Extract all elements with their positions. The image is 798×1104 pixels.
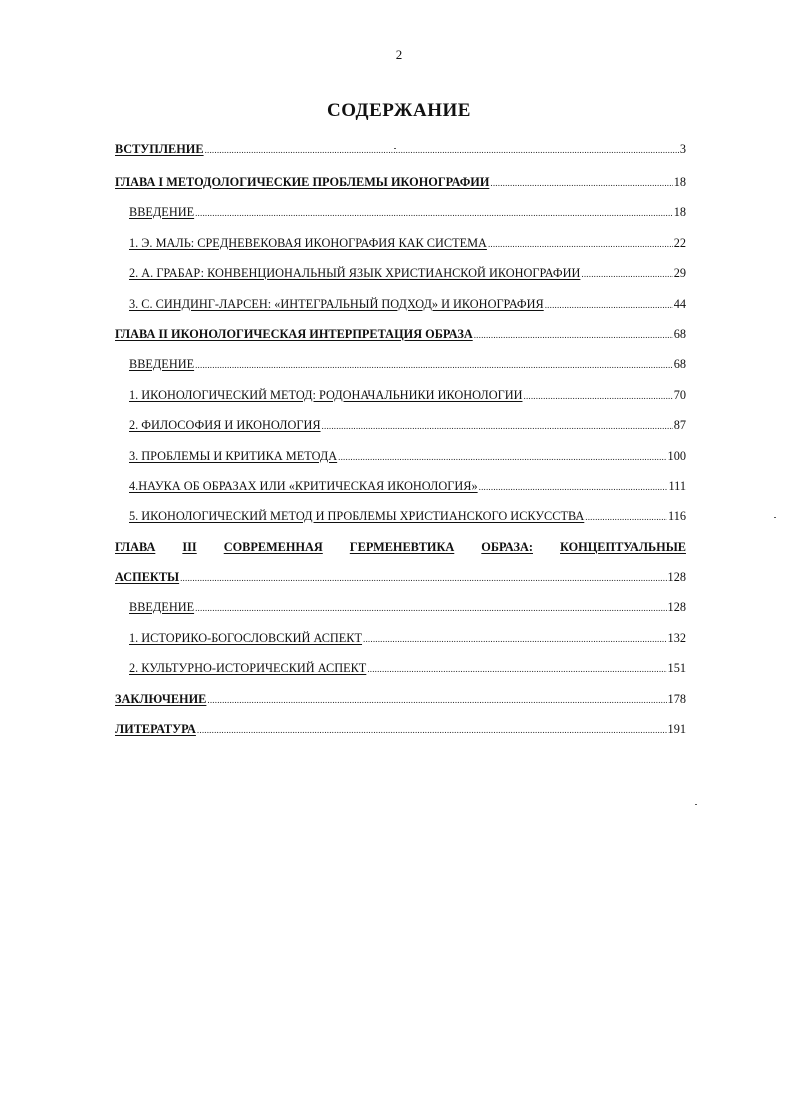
toc-entry-ch2-sec3[interactable]	[129, 448, 686, 464]
toc-page-number: 132	[667, 631, 686, 645]
toc-page-number: 178	[667, 692, 686, 706]
toc-page-number: 100	[667, 449, 686, 463]
toc-word: ОБРАЗА:	[481, 540, 533, 554]
toc-label: 3. ПРОБЛЕМЫ И КРИТИКА МЕТОДА	[129, 449, 338, 463]
toc-label: 3. С. СИНДИНГ-ЛАРСЕН: «ИНТЕГРАЛЬНЫЙ ПОДХОД» И ИКОНОГРАФИЯ	[129, 297, 544, 311]
dot-leader	[195, 600, 666, 616]
toc-label: 1. ИКОНОЛОГИЧЕСКИЙ МЕТОД: РОДОНАЧАЛЬНИКИ ИКОНОЛОГИИ	[129, 388, 523, 402]
dot-leader	[197, 722, 667, 738]
toc-page-number: 22	[673, 236, 686, 250]
toc-word: ГЕРМЕНЕВТИКА	[349, 540, 455, 554]
toc-entry-ch3-intro[interactable]	[129, 599, 686, 615]
toc-entry-ch1-intro[interactable]	[129, 204, 686, 220]
toc-label: ГЛАВА I МЕТОДОЛОГИЧЕСКИЕ ПРОБЛЕМЫ ИКОНОГРАФИИ	[115, 175, 490, 189]
toc-page-number: 151	[667, 661, 686, 675]
toc-label: ЗАКЛЮЧЕНИЕ	[115, 692, 207, 706]
toc-entry-chapter-3-line1[interactable]	[115, 539, 686, 555]
dot-leader	[363, 631, 667, 647]
toc-entry-chapter-1[interactable]	[115, 174, 686, 190]
toc-page-number: 3	[679, 142, 686, 156]
toc-word: КОНЦЕПТУАЛЬНЫЕ	[560, 540, 686, 554]
scan-speck	[774, 517, 776, 518]
dot-leader	[195, 357, 673, 373]
toc-label: ВСТУПЛЕНИЕ	[115, 142, 204, 156]
toc-label: 4.НАУКА ОБ ОБРАЗАХ ИЛИ «КРИТИЧЕСКАЯ ИКОНОЛОГИЯ»	[129, 479, 478, 493]
toc-entry-ch2-sec1[interactable]	[129, 387, 686, 403]
dot-leader	[488, 236, 673, 252]
toc-entry-ch2-sec5[interactable]	[129, 508, 686, 524]
dot-leader	[474, 327, 673, 343]
toc-entry-ch2-intro[interactable]	[129, 356, 686, 372]
toc-word: III	[182, 540, 197, 554]
dot-leader	[490, 175, 672, 191]
toc-word: СОВРЕМЕННАЯ	[223, 540, 323, 554]
dot-leader	[322, 418, 673, 434]
toc-entry-ch1-sec2[interactable]	[129, 265, 686, 281]
toc-word: ГЛАВА	[115, 540, 156, 554]
toc-label: 2. ФИЛОСОФИЯ И ИКОНОЛОГИЯ	[129, 418, 321, 432]
toc-label: ВВЕДЕНИЕ	[129, 357, 195, 371]
toc-entry-conclusion[interactable]	[115, 691, 686, 707]
toc-page-number: 68	[673, 357, 686, 371]
toc-entry-ch3-sec2[interactable]	[129, 660, 686, 676]
toc-entry-chapter-2[interactable]	[115, 326, 686, 342]
toc-page-number: 128	[667, 600, 686, 614]
toc-page-number: 68	[673, 327, 686, 341]
dot-leader	[207, 692, 666, 708]
page-number: 2	[395, 47, 403, 62]
toc-label: ЛИТЕРАТУРА	[115, 722, 196, 736]
dot-leader	[338, 449, 666, 465]
toc-page-number: 191	[667, 722, 686, 736]
toc-label: 1. ИСТОРИКО-БОГОСЛОВСКИЙ АСПЕКТ	[129, 631, 363, 645]
toc-entry-introduction[interactable]	[115, 141, 686, 157]
toc-label: АСПЕКТЫ	[115, 570, 180, 584]
toc-page-number: 128	[667, 570, 686, 584]
dot-leader	[524, 388, 673, 404]
toc-entry-ch2-sec2[interactable]	[129, 417, 686, 433]
dot-leader	[195, 205, 673, 221]
toc-entry-ch2-sec4[interactable]	[129, 478, 686, 494]
dot-leader	[479, 479, 668, 495]
dot-leader	[585, 509, 667, 525]
toc-page-number: 18	[673, 205, 686, 219]
toc-page-number: 111	[668, 479, 686, 493]
toc-entry-ch1-sec3[interactable]	[129, 296, 686, 312]
toc-label: ГЛАВА II ИКОНОЛОГИЧЕСКАЯ ИНТЕРПРЕТАЦИЯ ОБРАЗА	[115, 327, 473, 341]
toc-label: 1. Э. МАЛЬ: СРЕДНЕВЕКОВАЯ ИКОНОГРАФИЯ КАК СИСТЕМА	[129, 236, 487, 250]
scan-speck	[394, 148, 396, 149]
toc-page-number: 70	[673, 388, 686, 402]
dot-leader	[581, 266, 672, 282]
toc-entry-chapter-3-line2[interactable]	[115, 569, 686, 585]
toc-label: 2. А. ГРАБАР: КОНВЕНЦИОНАЛЬНЫЙ ЯЗЫК ХРИСТИАНСКОЙ ИКОНОГРАФИИ	[129, 266, 581, 280]
toc-page-number: 44	[673, 297, 686, 311]
dot-leader	[180, 570, 666, 586]
toc-entry-ch3-sec1[interactable]	[129, 630, 686, 646]
toc-entry-literature[interactable]	[115, 721, 686, 737]
toc-page-number: 29	[673, 266, 686, 280]
toc-entry-ch1-sec1[interactable]	[129, 235, 686, 251]
toc-label: ВВЕДЕНИЕ	[129, 205, 195, 219]
toc-label: ВВЕДЕНИЕ	[129, 600, 195, 614]
toc-label: 5. ИКОНОЛОГИЧЕСКИЙ МЕТОД И ПРОБЛЕМЫ ХРИСТИАНСКОГО ИСКУССТВА	[129, 509, 585, 523]
dot-leader	[367, 661, 666, 677]
dot-leader	[205, 142, 679, 158]
dot-leader	[545, 297, 673, 313]
page-title: СОДЕРЖАНИЕ	[327, 100, 471, 121]
scan-speck	[695, 804, 697, 805]
toc-page-number: 116	[668, 509, 686, 523]
toc-page-number: 18	[673, 175, 686, 189]
toc-label: 2. КУЛЬТУРНО-ИСТОРИЧЕСКИЙ АСПЕКТ	[129, 661, 367, 675]
toc-page-number: 87	[673, 418, 686, 432]
